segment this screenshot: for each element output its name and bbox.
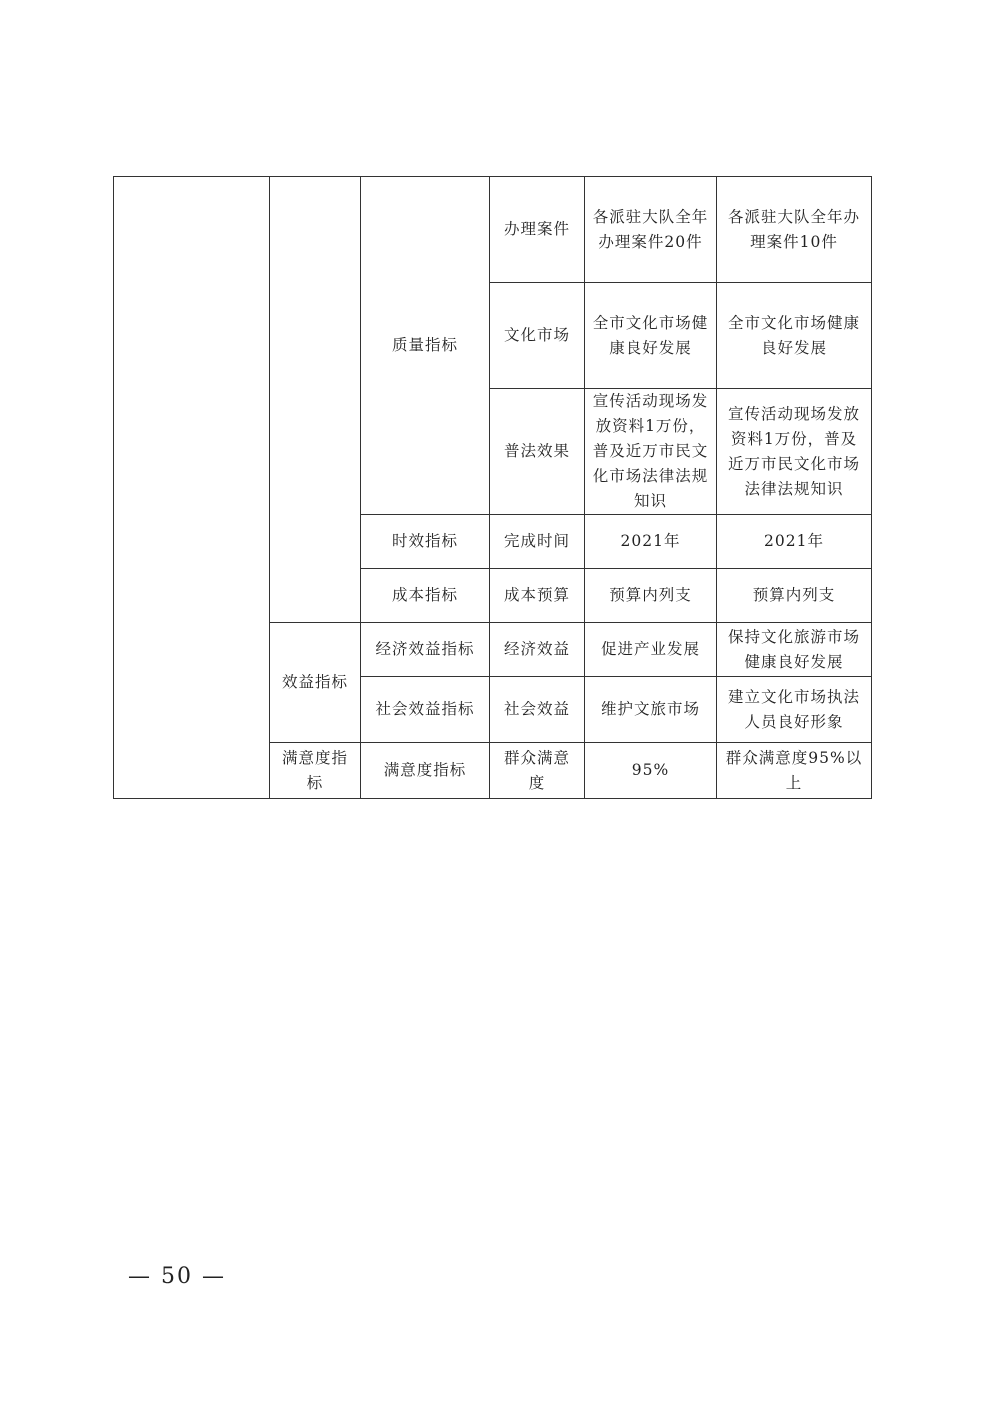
target-value-cell: 预算内列支 (585, 569, 717, 623)
target-value-cell: 2021年 (585, 515, 717, 569)
first-level-indicator-cell (114, 177, 270, 799)
page-number: — 50 — (128, 1264, 226, 1289)
target-value-cell: 维护文旅市场 (585, 677, 717, 743)
indicator-name-cell: 经济效益 (490, 623, 585, 677)
third-level-indicator-cell: 成本指标 (361, 569, 490, 623)
indicator-name-cell: 群众满意度 (490, 743, 585, 799)
actual-value-cell: 2021年 (717, 515, 872, 569)
second-level-indicator-cell: 满意度指标 (270, 743, 361, 799)
actual-value-cell: 建立文化市场执法人员良好形象 (717, 677, 872, 743)
indicator-name-cell: 成本预算 (490, 569, 585, 623)
indicator-name-cell: 普法效果 (490, 389, 585, 515)
second-level-indicator-cell (270, 177, 361, 623)
target-value-cell: 全市文化市场健康良好发展 (585, 283, 717, 389)
actual-value-cell: 各派驻大队全年办理案件10件 (717, 177, 872, 283)
target-value-cell: 促进产业发展 (585, 623, 717, 677)
actual-value-cell: 保持文化旅游市场健康良好发展 (717, 623, 872, 677)
performance-table (113, 176, 872, 799)
actual-value-cell: 宣传活动现场发放资料1万份，普及近万市民文化市场法律法规知识 (717, 389, 872, 515)
third-level-indicator-cell: 满意度指标 (361, 743, 490, 799)
target-value-cell: 宣传活动现场发放资料1万份，普及近万市民文化市场法律法规知识 (585, 389, 717, 515)
table-row (114, 177, 872, 283)
target-value-cell: 95% (585, 743, 717, 799)
third-level-indicator-cell: 时效指标 (361, 515, 490, 569)
target-value-cell: 各派驻大队全年办理案件20件 (585, 177, 717, 283)
indicator-name-cell: 完成时间 (490, 515, 585, 569)
actual-value-cell: 预算内列支 (717, 569, 872, 623)
indicator-name-cell: 文化市场 (490, 283, 585, 389)
indicator-name-cell: 社会效益 (490, 677, 585, 743)
third-level-indicator-cell: 社会效益指标 (361, 677, 490, 743)
actual-value-cell: 全市文化市场健康良好发展 (717, 283, 872, 389)
third-level-indicator-cell: 经济效益指标 (361, 623, 490, 677)
second-level-indicator-cell: 效益指标 (270, 623, 361, 743)
indicator-name-cell: 办理案件 (490, 177, 585, 283)
actual-value-cell: 群众满意度95%以上 (717, 743, 872, 799)
third-level-indicator-cell: 质量指标 (361, 177, 490, 515)
